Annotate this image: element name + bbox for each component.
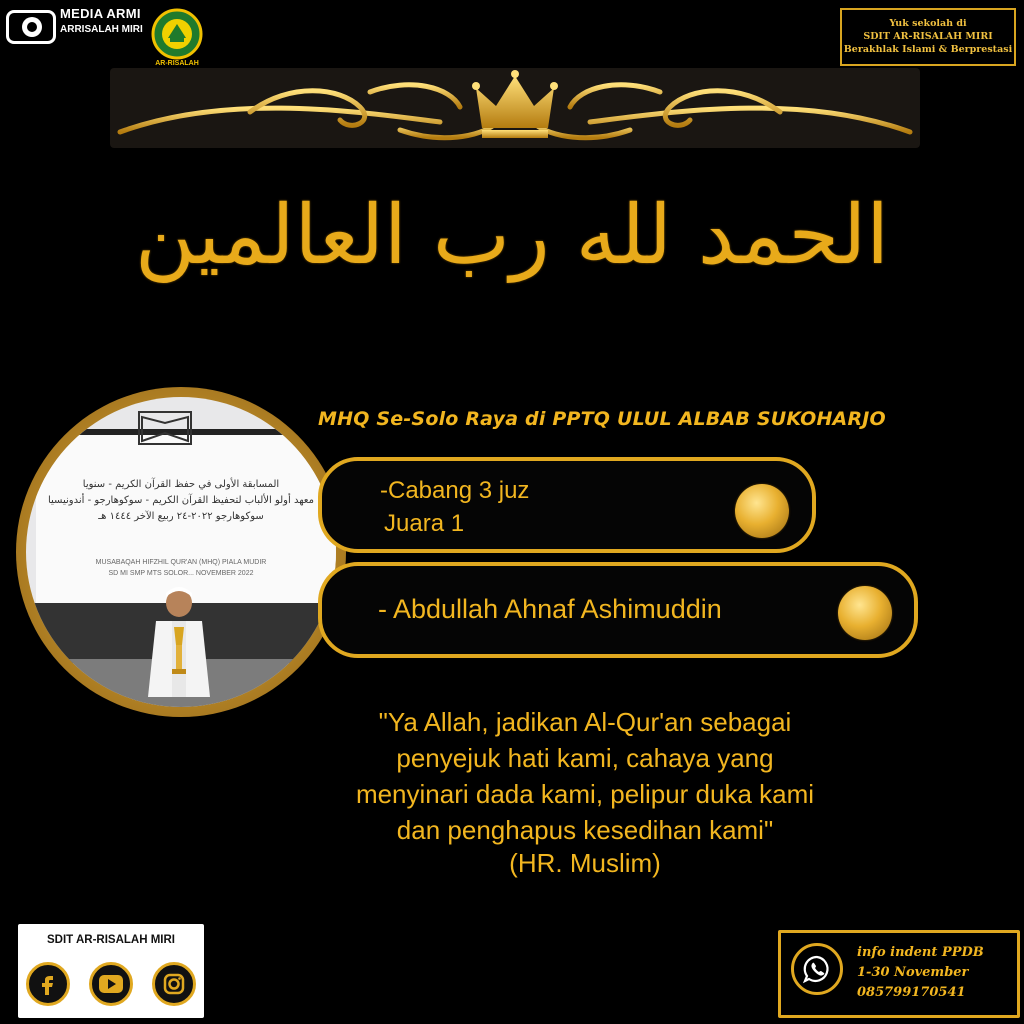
- emblem-label: AR-RISALAH: [155, 60, 199, 67]
- school-promo-line1: Yuk sekolah di: [889, 18, 967, 29]
- quote-line2: penyejuk hati kami, cahaya yang: [396, 743, 774, 773]
- quote-line1: "Ya Allah, jadikan Al-Qur'an sebagai: [378, 707, 792, 737]
- ppdb-dates: 1-30 November: [857, 965, 969, 980]
- crown-ornament-icon: [110, 62, 920, 150]
- winner-photo: [26, 397, 336, 707]
- school-promo-box: [840, 8, 1016, 66]
- school-promo-line2: SDIT AR-RISALAH MIRI: [863, 31, 993, 42]
- brand-subname: ARRISALAH MIRI: [60, 24, 143, 35]
- camera-icon: [6, 10, 56, 44]
- ppdb-phone[interactable]: 085799170541: [857, 985, 966, 1000]
- quote-source: (HR. Muslim): [509, 848, 661, 878]
- gold-medallion-icon: [838, 586, 892, 640]
- competition-title: MHQ Se-Solo Raya di PPTQ ULUL ALBAB SUKOHARJO: [318, 408, 886, 430]
- brand-name: MEDIA ARMI: [60, 6, 141, 21]
- ppdb-info-box: [778, 930, 1020, 1018]
- facebook-icon[interactable]: [26, 962, 70, 1006]
- winner-name: - Abdullah Ahnaf Ashimuddin: [378, 594, 722, 624]
- social-label: SDIT AR-RISALAH MIRI: [47, 934, 175, 946]
- quote-line4: dan penghapus kesedihan kami": [396, 815, 774, 845]
- gold-medallion-icon: [735, 484, 789, 538]
- youtube-icon[interactable]: [89, 962, 133, 1006]
- social-media-box: [18, 924, 204, 1018]
- photo-banner-latin: MUSABAQAH HIFZHIL QUR'AN (MHQ) PIALA MUDIR SD MI SMP MTS SOLOR... NOVEMBER 2022: [95, 559, 267, 577]
- quran-logo-icon: [138, 411, 192, 445]
- ppdb-title: info indent PPDB: [857, 945, 984, 960]
- award-category: -Cabang 3 juz: [380, 477, 530, 504]
- school-promo-line3: Berakhlak Islami & Berprestasi: [843, 44, 1013, 55]
- whatsapp-icon[interactable]: [791, 943, 843, 995]
- arabic-calligraphy-title: الحمد لله رب العالمين: [134, 188, 890, 283]
- award-rank: Juara 1: [384, 510, 465, 537]
- quote-line3: menyinari dada kami, pelipur duka kami: [355, 779, 815, 809]
- hadith-quote: [290, 704, 880, 848]
- instagram-icon[interactable]: [152, 962, 196, 1006]
- school-emblem-icon: [146, 8, 208, 64]
- photo-banner-arabic: المسابقة الأولى في حفظ القرآن الكريم - سنويا معهد أولو الألباب لتحفيظ القرآن الكريم - سوكوهارجو - أندونيسيا سوكوهارجو ٢٠٢٢-٢٤ ربيع الآخر ١٤٤٤ هـ: [47, 479, 314, 522]
- student-figure: [144, 587, 214, 707]
